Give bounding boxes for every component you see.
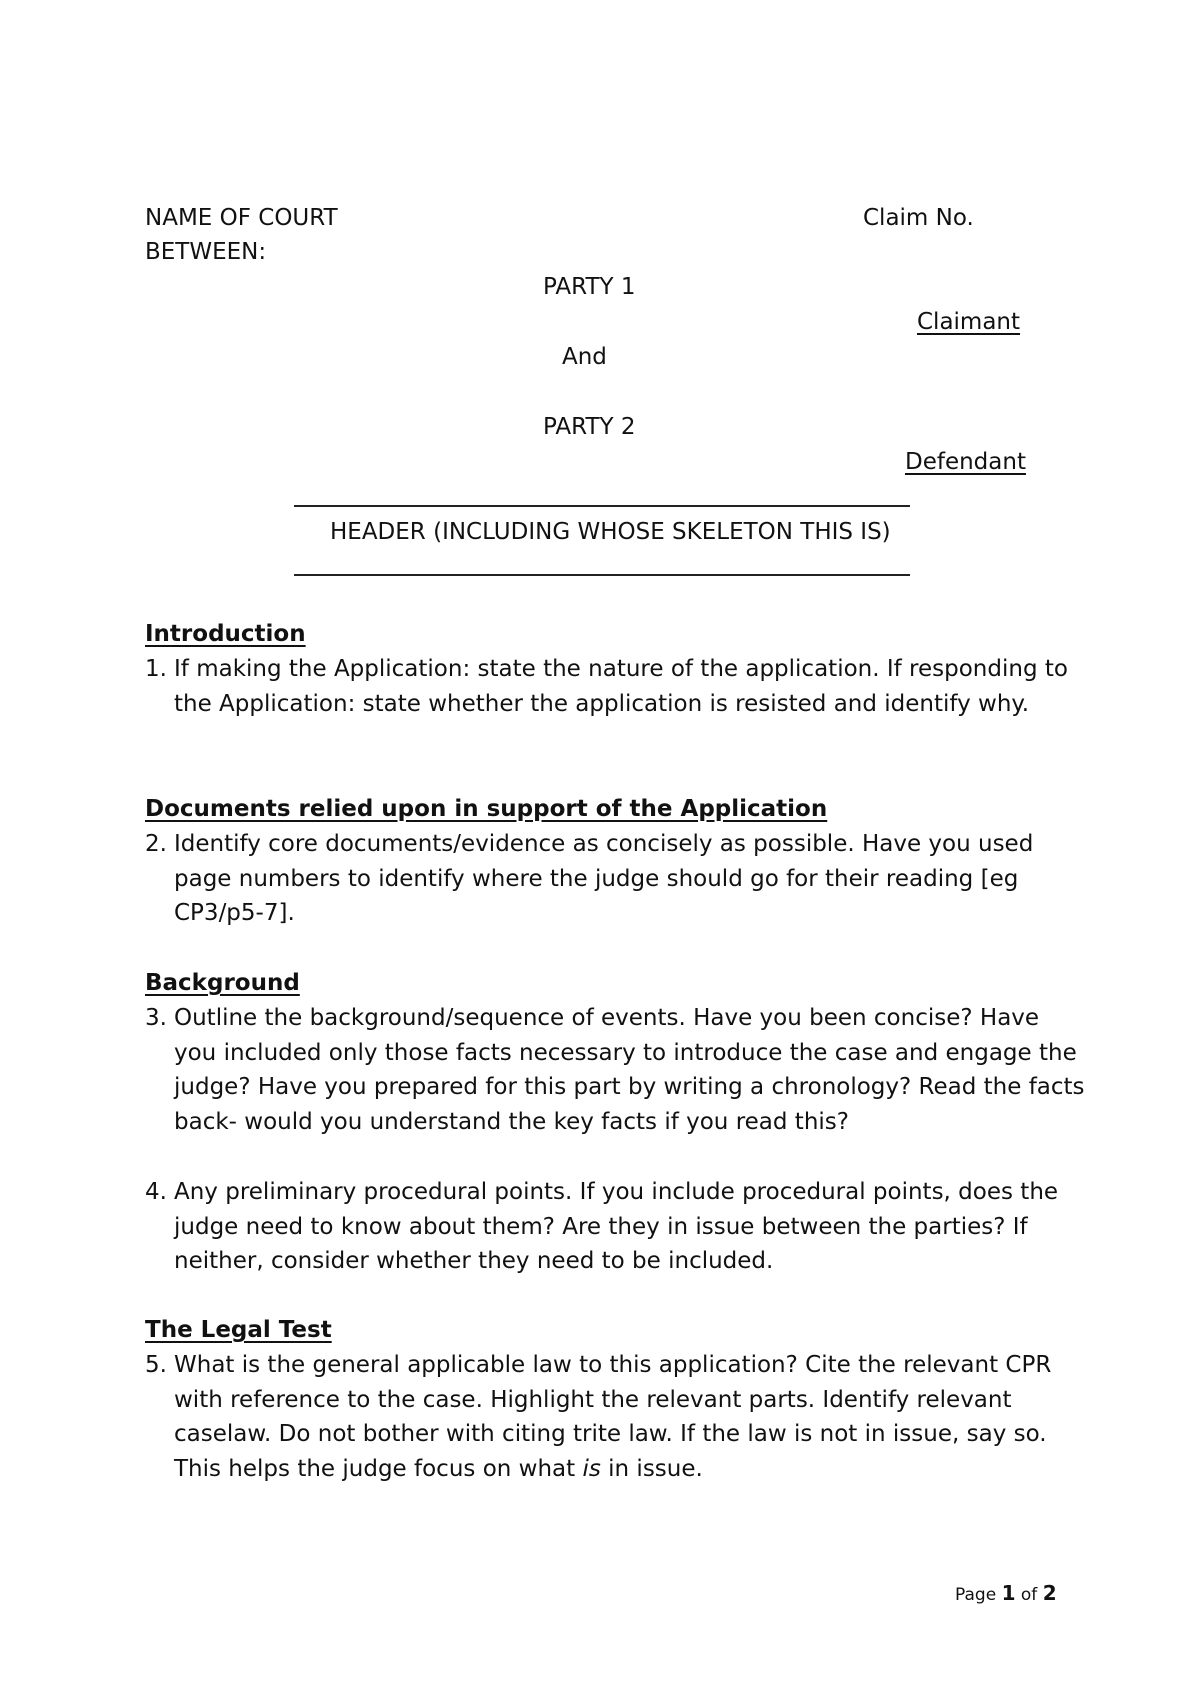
- paragraph-number: 4.: [145, 1179, 167, 1205]
- and-label: And: [562, 344, 607, 370]
- paragraph-number: 1.: [145, 656, 167, 682]
- paragraph-text: Outline the background/sequence of events. Have you been concise? Have you included only those facts necessary to introduce the case and engage the judge? Have you prepared for this part by writing a chronology? Read the facts back- would you understand the key facts if you read this?: [174, 1005, 1085, 1135]
- section-heading-legal-test: The Legal Test: [145, 1317, 332, 1343]
- party-1: PARTY 1: [543, 274, 636, 300]
- document-header: HEADER (INCLUDING WHOSE SKELETON THIS IS): [330, 519, 891, 545]
- paragraph-text: Identify core documents/evidence as concisely as possible. Have you used page numbers to identify where the judge should go for their reading [eg CP3/p5-7].: [174, 831, 1034, 926]
- between-label: BETWEEN:: [145, 239, 267, 265]
- page-label: Page: [955, 1585, 997, 1605]
- header-rule-top: [294, 505, 910, 507]
- paragraph-5: [145, 1348, 1085, 1486]
- page-total: 2: [1042, 1581, 1057, 1605]
- paragraph-4: [145, 1175, 1085, 1279]
- paragraph-text-before: What is the general applicable law to this application? Cite the relevant CPR with reference to the case. Highlight the relevant parts. Identify relevant caselaw. Do not bother with citing trite law. If the law is not in issue, say so. This helps the judge focus on what: [174, 1352, 1052, 1482]
- claimant-label: Claimant: [917, 309, 1021, 335]
- court-name: NAME OF COURT: [145, 205, 338, 231]
- section-heading-documents: Documents relied upon in support of the Application: [145, 796, 828, 822]
- section-heading-introduction: Introduction: [145, 621, 306, 647]
- of-label: of: [1020, 1585, 1038, 1605]
- paragraph-number: 5.: [145, 1352, 167, 1378]
- page-current: 1: [1001, 1581, 1016, 1605]
- paragraph-text: If making the Application: state the nature of the application. If responding to the Application: state whether the application is resisted and identify why.: [174, 656, 1068, 717]
- paragraph-1: [145, 652, 1085, 721]
- paragraph-3: [145, 1001, 1085, 1139]
- section-heading-background: Background: [145, 970, 300, 996]
- defendant-label: Defendant: [905, 449, 1026, 475]
- paragraph-number: 3.: [145, 1005, 167, 1031]
- header-rule-bottom: [294, 574, 910, 576]
- claim-number-label: Claim No.: [863, 205, 974, 231]
- paragraph-text: Any preliminary procedural points. If you include procedural points, does the judge need to know about them? Are they in issue between the parties? If neither, consider whether they need to be included.: [174, 1179, 1059, 1274]
- page-number-footer: [955, 1580, 1057, 1608]
- paragraph-number: 2.: [145, 831, 167, 857]
- paragraph-2: [145, 827, 1085, 931]
- paragraph-text-emphasis: is: [582, 1455, 601, 1482]
- paragraph-text-after: in issue.: [600, 1455, 703, 1482]
- party-2: PARTY 2: [543, 414, 636, 440]
- paragraph-text: [174, 1348, 1085, 1486]
